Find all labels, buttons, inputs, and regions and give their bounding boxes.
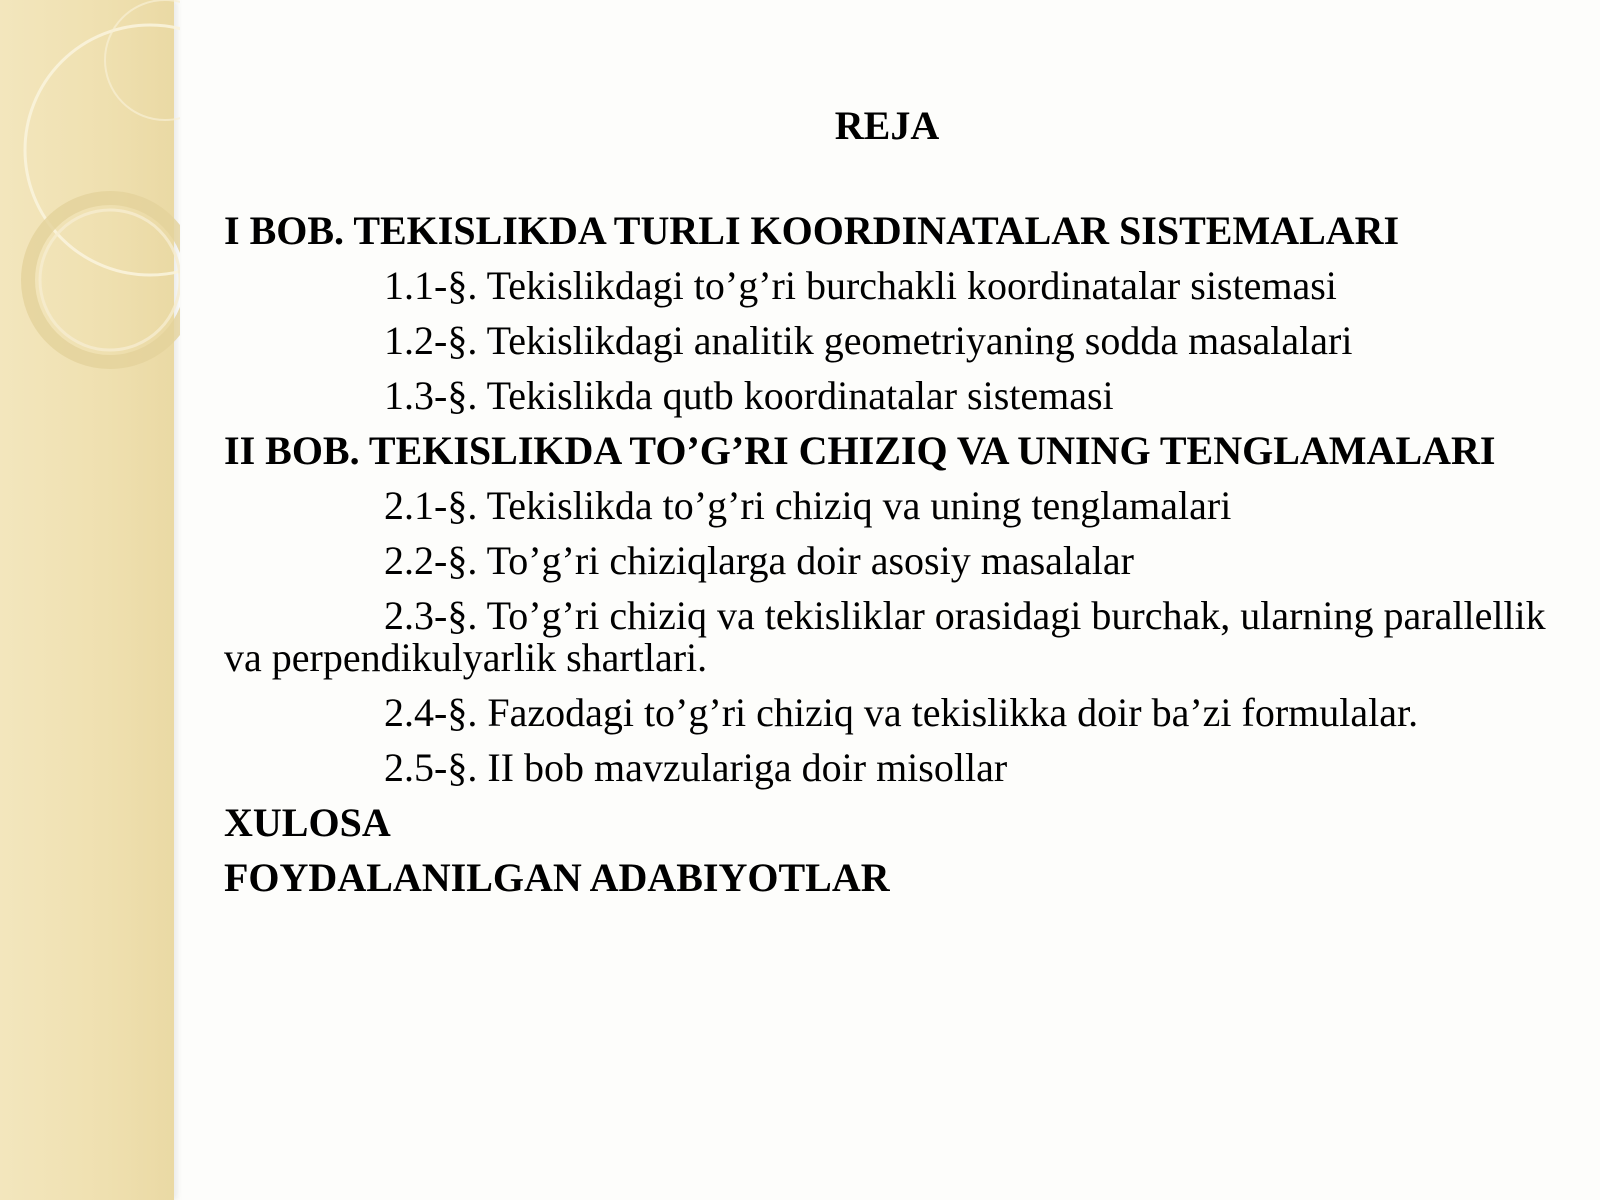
section-item-2-5: 2.5-§. II bob mavzulariga doir misollar <box>384 745 1008 790</box>
section-item-2-3: 2.3-§. To’g’ri chiziq va tekisliklar orasidagi burchak, ularning parallellik va perpendikulyarlik shartlari. <box>224 593 1546 680</box>
page-title: REJA <box>834 103 940 148</box>
section-item-2-4: 2.4-§. Fazodagi to’g’ri chiziq va tekislikka doir ba’zi formulalar. <box>384 690 1419 735</box>
section-item-1-1: 1.1-§. Tekislikdagi to’g’ri burchakli koordinatalar sistemasi <box>384 263 1337 308</box>
chapter-heading-1: I BOB. TEKISLIKDA TURLI KOORDINATALAR SISTEMALARI <box>224 208 1400 253</box>
section-item-2-1: 2.1-§. Tekislikda to’g’ri chiziq va uning tenglamalari <box>384 483 1232 528</box>
references-heading: FOYDALANILGAN ADABIYOTLAR <box>224 855 890 900</box>
section-item-1-2: 1.2-§. Tekislikdagi analitik geometriyaning sodda masalalari <box>384 318 1353 363</box>
section-item-2-2: 2.2-§. To’g’ri chiziqlarga doir asosiy masalalar <box>384 538 1134 583</box>
section-item-1-3: 1.3-§. Tekislikda qutb koordinatalar sistemasi <box>384 373 1114 418</box>
plan-content <box>224 96 1574 912</box>
decorative-circles-icon <box>0 0 180 420</box>
chapter-heading-2: II BOB. TEKISLIKDA TO’G’RI CHIZIQ VA UNING TENGLAMALARI <box>224 428 1496 473</box>
conclusion-heading: XULOSA <box>224 800 391 845</box>
